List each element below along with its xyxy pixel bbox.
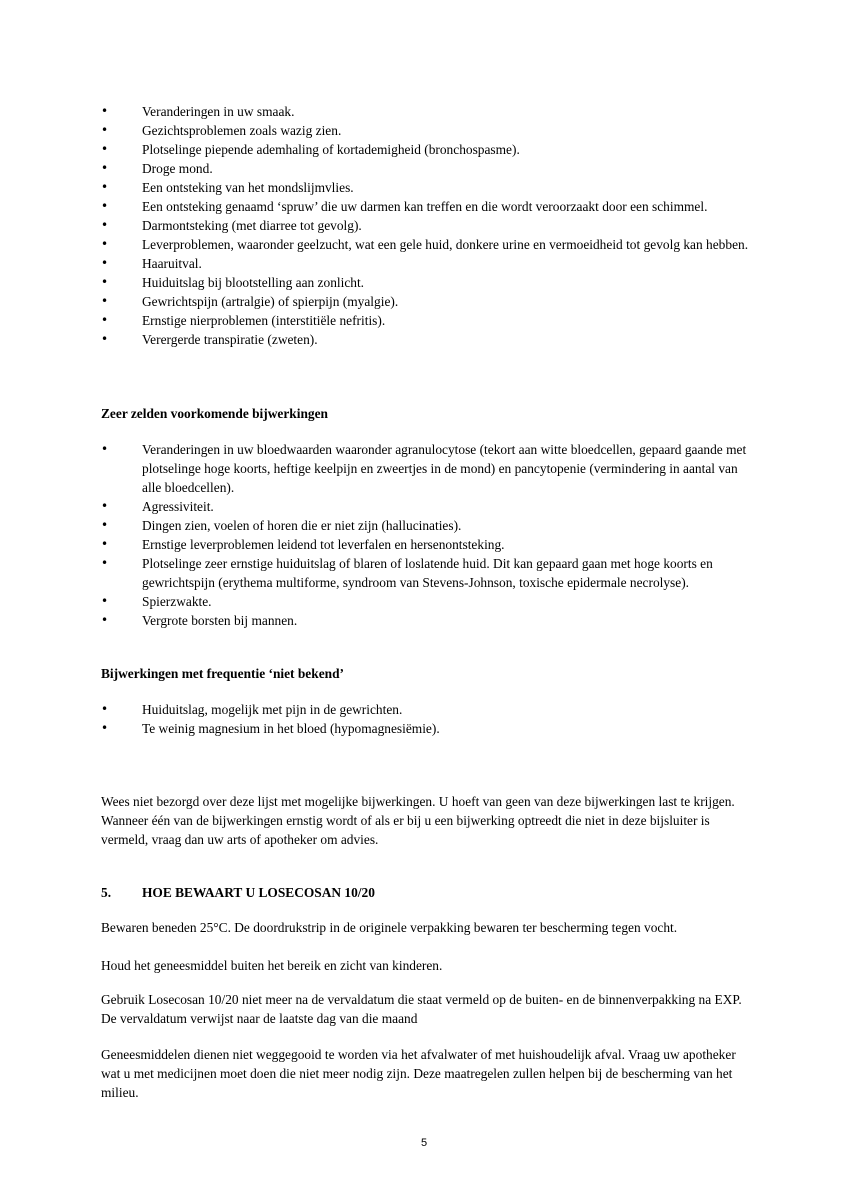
- heading-frequency-unknown: Bijwerkingen met frequentie ‘niet bekend’: [101, 666, 344, 681]
- list-item: • Veranderingen in uw smaak.: [101, 102, 751, 121]
- list-item: • Een ontsteking genaamd ‘spruw’ die uw darmen kan treffen en die wordt veroorzaakt door een schimmel.: [101, 197, 751, 216]
- list-item: • Verergerde transpiratie (zweten).: [101, 330, 751, 349]
- list-item: • Agressiviteit.: [101, 497, 751, 516]
- paragraph-reassurance: Wees niet bezorgd over deze lijst met mogelijke bijwerkingen. U hoeft van geen van deze bijwerkingen last te krijgen. Wanneer één van de bijwerkingen ernstig wordt of als er bij u een bijwerking optreedt die niet in deze bijsluiter is vermeld, vraag dan uw arts of apotheker om advies.: [101, 794, 735, 847]
- paragraph-storage-children: Houd het geneesmiddel buiten het bereik en zicht van kinderen.: [101, 958, 443, 973]
- side-effects-list-unknown: [101, 700, 751, 738]
- list-item: • Huiduitslag bij blootstelling aan zonlicht.: [101, 273, 751, 292]
- list-item: • Ernstige nierproblemen (interstitiële nefritis).: [101, 311, 751, 330]
- list-item: • Te weinig magnesium in het bloed (hypomagnesiëmie).: [101, 719, 751, 738]
- list-item: • Droge mond.: [101, 159, 751, 178]
- paragraph-expiry: Gebruik Losecosan 10/20 niet meer na de vervaldatum die staat vermeld op de buiten- en de binnenverpakking na EXP. De vervaldatum verwijst naar de laatste dag van die maand: [101, 992, 742, 1026]
- page-number: 5: [420, 1137, 428, 1149]
- list-item: • Dingen zien, voelen of horen die er niet zijn (hallucinaties).: [101, 516, 751, 535]
- heading-very-rare: Zeer zelden voorkomende bijwerkingen: [101, 406, 328, 421]
- paragraph-storage-temperature: Bewaren beneden 25°C. De doordrukstrip in de originele verpakking bewaren ter bescherming tegen vocht.: [101, 920, 678, 935]
- list-item: • Plotselinge zeer ernstige huiduitslag of blaren of loslatende huid. Dit kan gepaard gaan met hoge koorts en gewrichtspijn (erythema multiforme, syndroom van Stevens-Johnson, toxische epidermale necrolyse).: [101, 554, 751, 592]
- list-item: • Haaruitval.: [101, 254, 751, 273]
- section-number: 5.: [101, 885, 112, 900]
- side-effects-list-rare: [101, 102, 751, 349]
- list-item: • Een ontsteking van het mondslijmvlies.: [101, 178, 751, 197]
- section-heading: [101, 883, 375, 902]
- list-item: • Huiduitslag, mogelijk met pijn in de gewrichten.: [101, 700, 751, 719]
- list-item: • Darmontsteking (met diarree tot gevolg).: [101, 216, 751, 235]
- list-item: • Ernstige leverproblemen leidend tot leverfalen en hersenontsteking.: [101, 535, 751, 554]
- list-item: • Plotselinge piepende ademhaling of kortademigheid (bronchospasme).: [101, 140, 751, 159]
- list-item: • Spierzwakte.: [101, 592, 751, 611]
- list-item: • Veranderingen in uw bloedwaarden waaronder agranulocytose (tekort aan witte bloedcellen, gepaard gaande met plotselinge hoge koorts, heftige keelpijn en zweertjes in de mond) en pancytopenie (vermindering in aantal van alle bloedcellen).: [101, 440, 751, 497]
- list-item: • Gewrichtspijn (artralgie) of spierpijn (myalgie).: [101, 292, 751, 311]
- paragraph-disposal: Geneesmiddelen dienen niet weggegooid te worden via het afvalwater of met huishoudelijk afval. Vraag uw apotheker wat u met medicijnen moet doen die niet meer nodig zijn. Deze maatregelen zullen helpen bij de bescherming van het milieu.: [101, 1047, 736, 1100]
- side-effects-list-very-rare: [101, 440, 751, 630]
- list-item: • Vergrote borsten bij mannen.: [101, 611, 751, 630]
- list-item: • Gezichtsproblemen zoals wazig zien.: [101, 121, 751, 140]
- section-title: HOE BEWAART U LOSECOSAN 10/20: [142, 885, 375, 900]
- list-item: • Leverproblemen, waaronder geelzucht, wat een gele huid, donkere urine en vermoeidheid tot gevolg kan hebben.: [101, 235, 751, 254]
